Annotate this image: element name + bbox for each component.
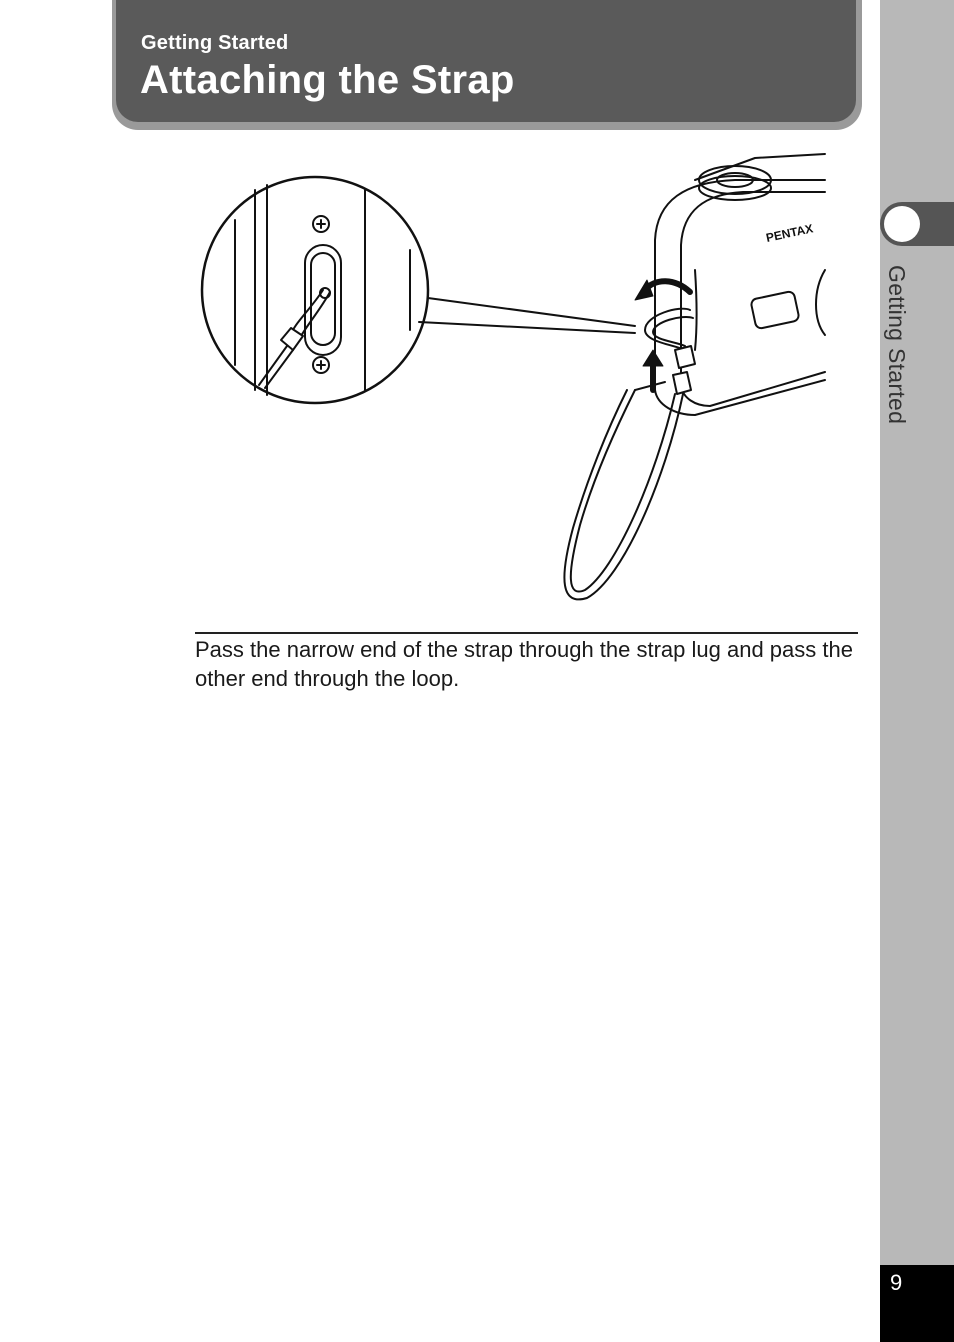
page-number: 9	[890, 1270, 903, 1295]
side-tab-dot-icon	[884, 206, 920, 242]
curved-arrow-icon	[645, 281, 690, 292]
section-rule	[195, 632, 858, 634]
strap-lug-closeup	[202, 177, 428, 403]
instruction-text: Pass the narrow end of the strap through the strap lug and pass the other end through the loop.	[195, 637, 853, 691]
side-tab-label[interactable]: Getting Started	[884, 265, 910, 425]
strap-attachment-illustration	[195, 150, 835, 605]
section-label: Getting Started	[141, 32, 289, 54]
camera-brand-label: PENTAX	[764, 221, 815, 245]
strap	[564, 309, 695, 600]
page-title: Attaching the Strap	[140, 58, 515, 102]
